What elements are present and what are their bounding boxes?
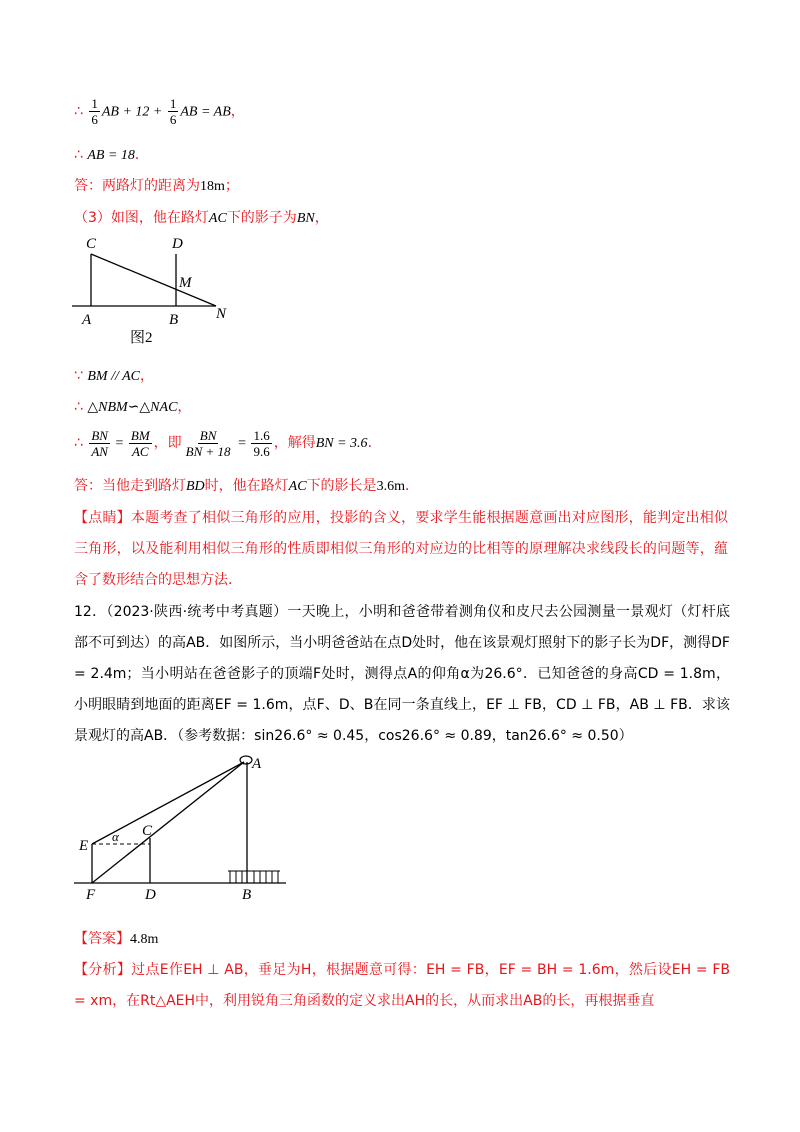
label-d: D: [172, 236, 183, 252]
frac-16-96: $\frac{1.6}{9.6}$: [253, 427, 270, 459]
figure-2-caption: 图2: [130, 330, 153, 346]
label-c: C: [142, 823, 153, 839]
fence-posts: [230, 871, 278, 883]
label-a: A: [82, 312, 92, 328]
label-f: F: [86, 887, 96, 902]
fraction-one-sixth-2: $\frac{1}{6}$: [169, 96, 177, 127]
light-ray-cn: [91, 254, 216, 306]
figure-2: [68, 228, 248, 348]
frac-bm-ac: $\frac{BM}{AC}$: [130, 427, 150, 459]
label-e: E: [79, 838, 89, 854]
lamp-head: [240, 756, 252, 764]
light-ray-fa: [92, 762, 244, 883]
frac-bn-bn18: $\frac{BN}{BN + 18}$: [185, 427, 231, 459]
equation-line-2: ∴ AB = 18．: [74, 147, 149, 163]
dianjing-paragraph: 【点睛】本题考查了相似三角形的应用，投影的含义，要求学生能根据题意画出对应图形，能判定出相似三角形，以及能利用相似三角形的性质即相似三角形的对应边的比相等的原理解决求线段长的问题等，蕴含了数形结合的思想方法．: [74, 510, 728, 588]
similar-line: ∴ △NBM∽△NAC，: [74, 399, 192, 415]
therefore-symbol: ∴: [74, 103, 88, 120]
equation-tail: AB = AB: [180, 104, 231, 120]
answer-part-3: 答：当他走到路灯BD时，他在路灯AC下的影长是3.6m．: [74, 478, 419, 494]
because-line: ∵ BM // AC，: [74, 368, 154, 384]
answer-line: 【答案】4.8m: [74, 931, 159, 947]
label-a: A: [252, 756, 262, 772]
equation-ab-18: AB = 18: [87, 148, 135, 163]
label-alpha: α: [112, 829, 119, 844]
label-c: C: [86, 236, 97, 252]
part-3-intro: （3）如图，他在路灯AC下的影子为BN，: [74, 210, 329, 226]
label-d: D: [145, 887, 156, 902]
label-n: N: [216, 306, 227, 322]
figure-12: [70, 752, 300, 902]
label-b: B: [242, 887, 252, 902]
equation-part: AB + 12 +: [101, 104, 166, 120]
analysis-paragraph: 【分析】过点E作EH ⊥ AB，垂足为H，根据题意可得：EH = FB，EF = BH = 1.6m，然后设EH = FB = xm，在Rt△AEH中，利用锐角三角函数的定义求出AH的长，从而求出AB的长，再根据垂直: [74, 962, 730, 1009]
frac-bn-an: $\frac{BN}{AN}$: [91, 427, 108, 459]
fraction-one-sixth: $\frac{1}{6}$: [91, 96, 98, 127]
equation-line-1: ∴ $\frac{1}{6}$ AB + 12 + $\frac{1}{6}$ AB = AB，: [74, 96, 245, 127]
question-12: 12．（2023·陕西·统考中考真题）一天晚上，小明和爸爸带着测角仪和皮尺去公园测量一景观灯（灯杆底部不可到达）的高AB．如图所示，当小明爸爸站在点D处时，他在该景观灯照射下的影子长为DF，测得DF = 2.4m；当小明站在爸爸影子的顶端F处时，测得点A的仰角α为26.6°．已知爸爸的身高CD = 1.8m，小明眼睛到地面的距离EF = 1.6m，点F、D、B在同一条直线上，EF ⊥ FB，CD ⊥ FB，AB ⊥ FB．求该景观灯的高AB．（参考数据：sin26.6° ≈ 0.45，cos26.6° ≈ 0.89，tan26.6° ≈ 0.50）: [74, 604, 730, 744]
label-m: M: [179, 275, 192, 291]
answer-part-2: 答：两路灯的距离为18m；: [74, 178, 239, 194]
label-b: B: [169, 312, 179, 328]
ratio-line: ∴ $\frac{BN}{AN}$ = $\frac{BM}{AC}$ ，即 $\frac{BN}{BN + 18}$ = $\frac{1.6}{9.6}$ ，解得BN = 3.6．: [74, 427, 382, 459]
